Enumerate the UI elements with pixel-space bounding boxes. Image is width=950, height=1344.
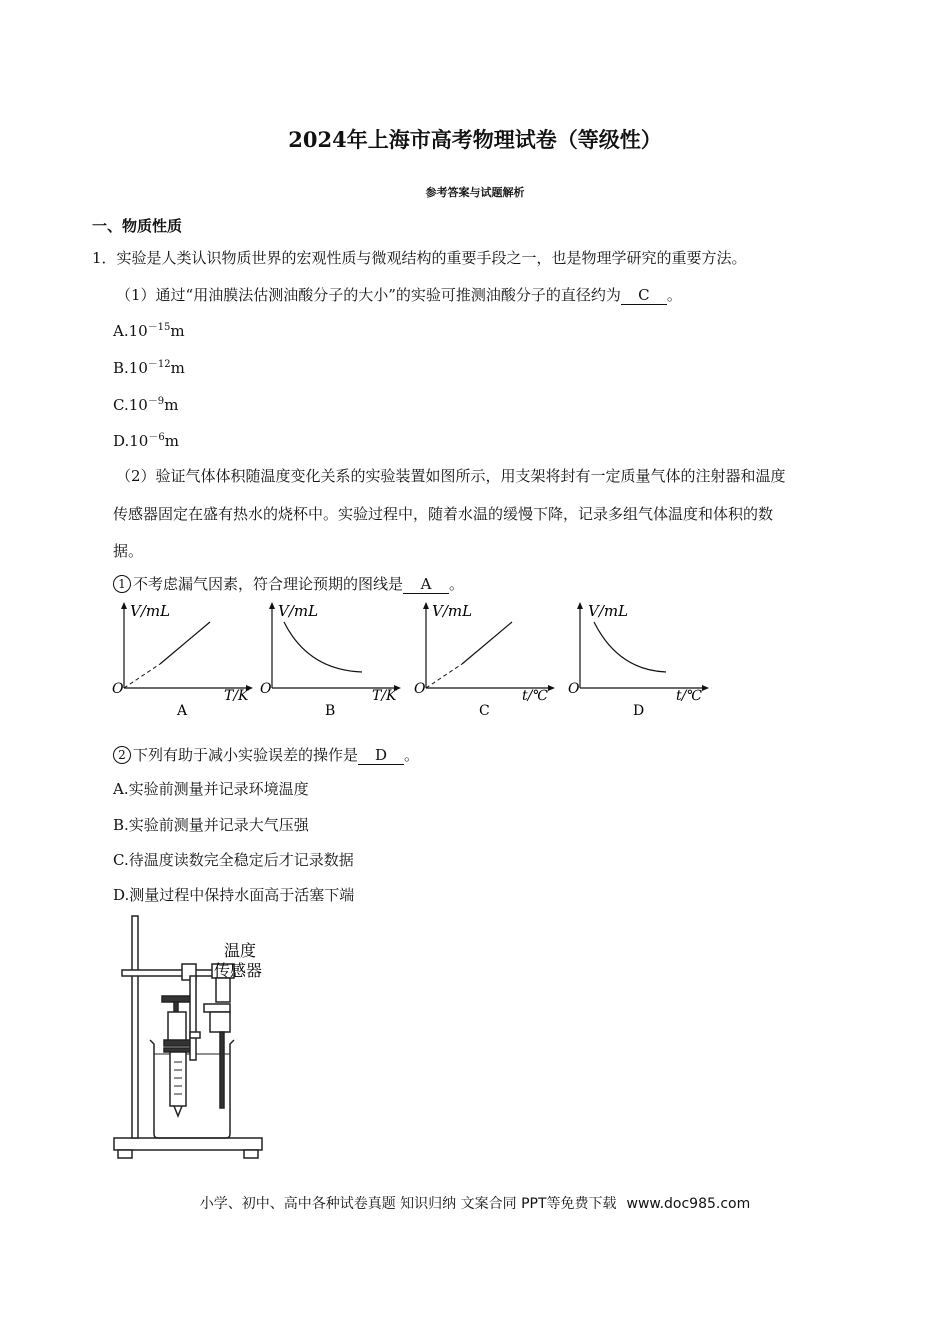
sub-2-text: 下列有助于减小实验误差的操作是 xyxy=(133,746,359,764)
part-2-line-1: （2）验证气体体积随温度变化关系的实验装置如图所示，用支架将封有一定质量气体的注射器和温度 xyxy=(116,467,786,485)
option-b-base: B.10 xyxy=(113,359,148,377)
graph-c xyxy=(412,600,562,720)
sub-1-end: 。 xyxy=(449,575,465,593)
section-heading: 一、物质性质 xyxy=(92,217,183,235)
sub-question-2 xyxy=(113,744,419,765)
graph-c-xlabel: t/℃ xyxy=(522,688,549,704)
graph-d-origin: O xyxy=(568,681,580,697)
option-a-unit: m xyxy=(170,322,185,340)
sub-question-1 xyxy=(113,573,464,594)
option-b-exp: －12 xyxy=(147,359,171,370)
sub-2-option-a: A.实验前测量并记录环境温度 xyxy=(113,780,309,798)
graph-c-origin: O xyxy=(414,681,426,697)
part-1-text: （1）通过“用油膜法估测油酸分子的大小”的实验可推测油酸分子的直径约为 xyxy=(116,286,621,304)
option-b xyxy=(113,355,185,377)
footer-url[interactable]: www.doc985.com xyxy=(626,1196,751,1212)
part-2-line-3: 据。 xyxy=(113,542,144,560)
apparatus-label-bottom: 传感器 xyxy=(214,961,263,980)
circled-number-1: 1 xyxy=(113,575,131,593)
option-d-exp: －6 xyxy=(148,432,165,443)
graph-b-origin: O xyxy=(260,681,272,697)
part-1-end: 。 xyxy=(666,286,682,304)
option-a-exp: －15 xyxy=(147,322,171,333)
graph-c-letter: C xyxy=(479,703,490,719)
graph-a-letter: A xyxy=(177,703,188,719)
graph-d xyxy=(566,600,716,720)
option-c-unit: m xyxy=(164,396,179,414)
option-d-unit: m xyxy=(164,432,179,450)
graph-d-ylabel: V/mL xyxy=(588,602,629,620)
option-c-exp: －9 xyxy=(147,396,165,407)
graph-a-origin: O xyxy=(112,681,124,697)
circled-number-2: 2 xyxy=(113,746,131,764)
sub-2-answer: D xyxy=(358,746,404,765)
option-a-base: A.10 xyxy=(113,322,148,340)
graph-d-xlabel: t/℃ xyxy=(676,688,703,704)
footer xyxy=(0,1193,950,1213)
option-c-base: C.10 xyxy=(113,396,148,414)
apparatus-label-top: 温度 xyxy=(224,941,257,960)
graph-a-ylabel: V/mL xyxy=(130,602,171,620)
question-part-1 xyxy=(116,284,682,305)
graph-b-letter: B xyxy=(325,703,336,719)
graph-b-ylabel: V/mL xyxy=(278,602,319,620)
graph-d-letter: D xyxy=(633,703,645,719)
sub-1-text: 不考虑漏气因素，符合理论预期的图线是 xyxy=(133,575,404,593)
option-b-unit: m xyxy=(170,359,185,377)
sub-2-option-c: C.待温度读数完全稳定后才记录数据 xyxy=(113,851,354,869)
option-a xyxy=(113,318,185,340)
graph-a-xlabel: T/K xyxy=(224,688,249,704)
graph-a xyxy=(110,600,260,720)
option-d xyxy=(113,428,179,450)
page-subtitle: 参考答案与试题解析 xyxy=(425,186,525,199)
sub-2-end: 。 xyxy=(404,746,420,764)
question-intro: 1．实验是人类认识物质世界的宏观性质与微观结构的重要手段之一，也是物理学研究的重要方法。 xyxy=(92,249,747,267)
graph-c-ylabel: V/mL xyxy=(432,602,473,620)
apparatus-diagram xyxy=(108,912,288,1162)
sub-2-option-d: D.测量过程中保持水面高于活塞下端 xyxy=(113,886,355,904)
footer-text: 小学、初中、高中各种试卷真题 知识归纳 文案合同 PPT等免费下载 xyxy=(199,1196,617,1212)
part-1-answer: C xyxy=(621,286,667,305)
option-d-base: D.10 xyxy=(113,432,149,450)
graph-b xyxy=(258,600,408,720)
option-c xyxy=(113,392,178,414)
graph-b-xlabel: T/K xyxy=(372,688,397,704)
sub-1-answer: A xyxy=(403,575,449,594)
page-title: 2024年上海市高考物理试卷（等级性） xyxy=(288,127,662,152)
sub-2-option-b: B.实验前测量并记录大气压强 xyxy=(113,816,309,834)
part-2-line-2: 传感器固定在盛有热水的烧杯中。实验过程中，随着水温的缓慢下降，记录多组气体温度和体积的数 xyxy=(113,505,774,523)
